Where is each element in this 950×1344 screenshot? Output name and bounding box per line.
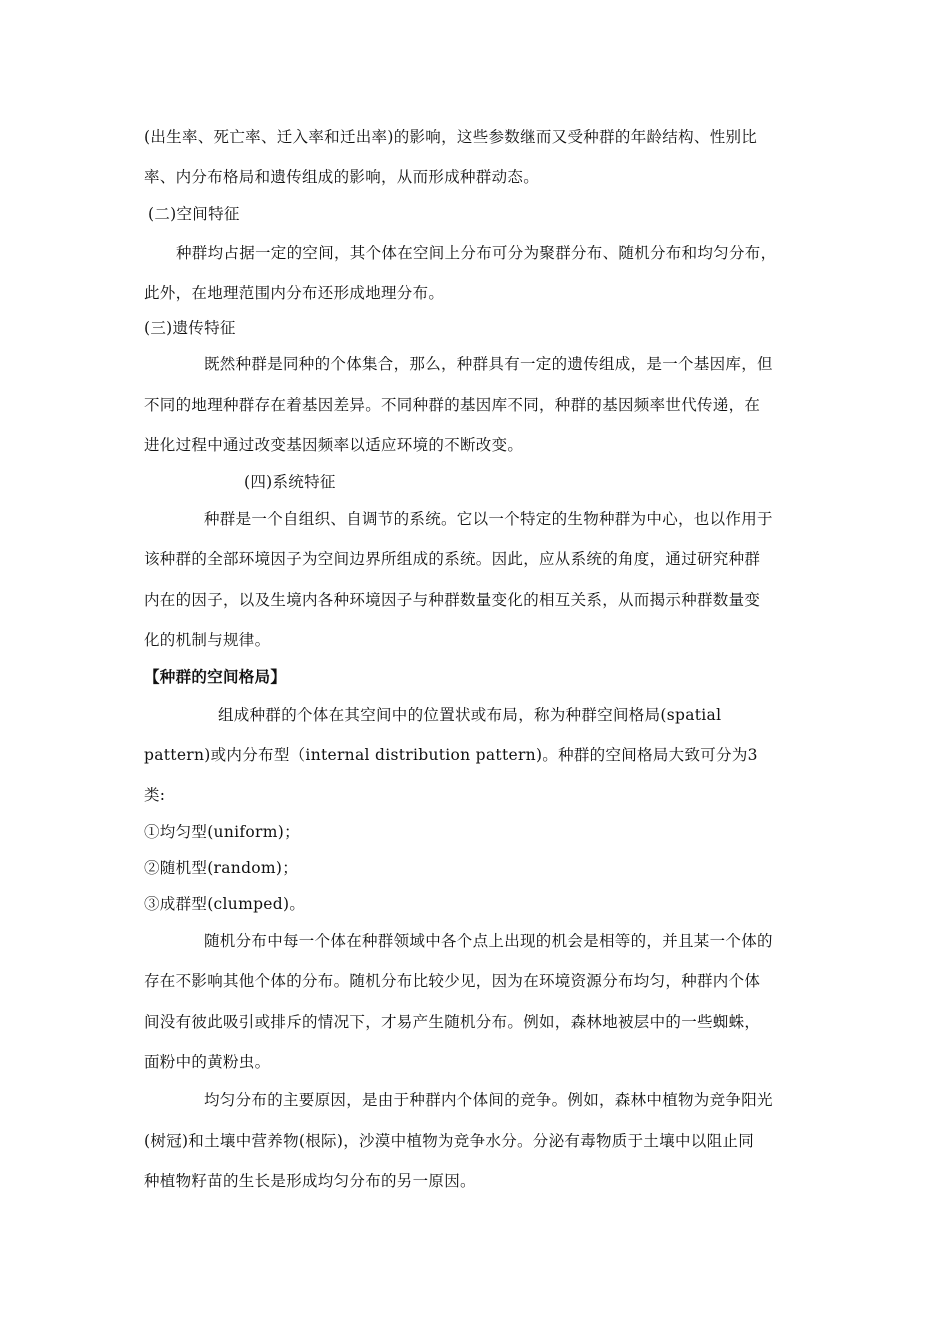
paragraph-line: 此外，在地理范围内分布还形成地理分布。 — [144, 284, 445, 302]
section-heading: (三)遗传特征 — [144, 319, 236, 337]
paragraph-line: (出生率、死亡率、迁入率和迁出率)的影响，这些参数继而又受种群的年龄结构、性别比 — [144, 128, 758, 146]
paragraph-line: 类: — [144, 786, 166, 804]
paragraph-line: pattern)或内分布型（internal distribution pattern)。种群的空间格局大致可分为3 — [144, 746, 758, 764]
paragraph-line: 均匀分布的主要原因，是由于种群内个体间的竞争。例如，森林中植物为竞争阳光 — [204, 1091, 773, 1109]
paragraph-line: 种群是一个自组织、自调节的系统。它以一个特定的生物种群为中心，也以作用于 — [204, 510, 773, 528]
paragraph-line: (树冠)和土壤中营养物(根际)，沙漠中植物为竞争水分。分泌有毒物质于土壤中以阻止同 — [144, 1132, 754, 1150]
list-item: ②随机型(random)； — [144, 859, 299, 877]
paragraph-line: 化的机制与规律。 — [144, 631, 271, 649]
paragraph-line: 面粉中的黄粉虫。 — [144, 1053, 271, 1071]
paragraph-line: 率、内分布格局和遗传组成的影响，从而形成种群动态。 — [144, 168, 540, 186]
paragraph-line: 该种群的全部环境因子为空间边界所组成的系统。因此，应从系统的角度，通过研究种群 — [144, 550, 761, 568]
bold-heading: 【种群的空间格局】 — [144, 668, 287, 686]
paragraph-line: 既然种群是同种的个体集合，那么，种群具有一定的遗传组成，是一个基因库，但 — [204, 355, 773, 373]
paragraph-line: 随机分布中每一个体在种群领域中各个点上出现的机会是相等的，并且某一个体的 — [204, 932, 773, 950]
paragraph-line: 进化过程中通过改变基因频率以适应环境的不断改变。 — [144, 436, 524, 454]
paragraph-line: 组成种群的个体在其空间中的位置状或布局，称为种群空间格局(spatial — [218, 706, 722, 724]
paragraph-line: 存在不影响其他个体的分布。随机分布比较少见，因为在环境资源分布均匀，种群内个体 — [144, 972, 761, 990]
paragraph-line: 间没有彼此吸引或排斥的情况下，才易产生随机分布。例如，森林地被层中的一些蜘蛛， — [144, 1013, 761, 1031]
paragraph-line: 种植物籽苗的生长是形成均匀分布的另一原因。 — [144, 1172, 476, 1190]
section-heading: (二)空间特征 — [148, 205, 240, 223]
list-item: ①均匀型(uniform)； — [144, 823, 300, 841]
paragraph-line: 种群均占据一定的空间，其个体在空间上分布可分为聚群分布、随机分布和均匀分布， — [176, 244, 777, 262]
section-heading: (四)系统特征 — [244, 473, 336, 491]
list-item: ③成群型(clumped)。 — [144, 895, 306, 913]
paragraph-line: 内在的因子，以及生境内各种环境因子与种群数量变化的相互关系，从而揭示种群数量变 — [144, 591, 761, 609]
paragraph-line: 不同的地理种群存在着基因差异。不同种群的基因库不同，种群的基因频率世代传递，在 — [144, 396, 761, 414]
